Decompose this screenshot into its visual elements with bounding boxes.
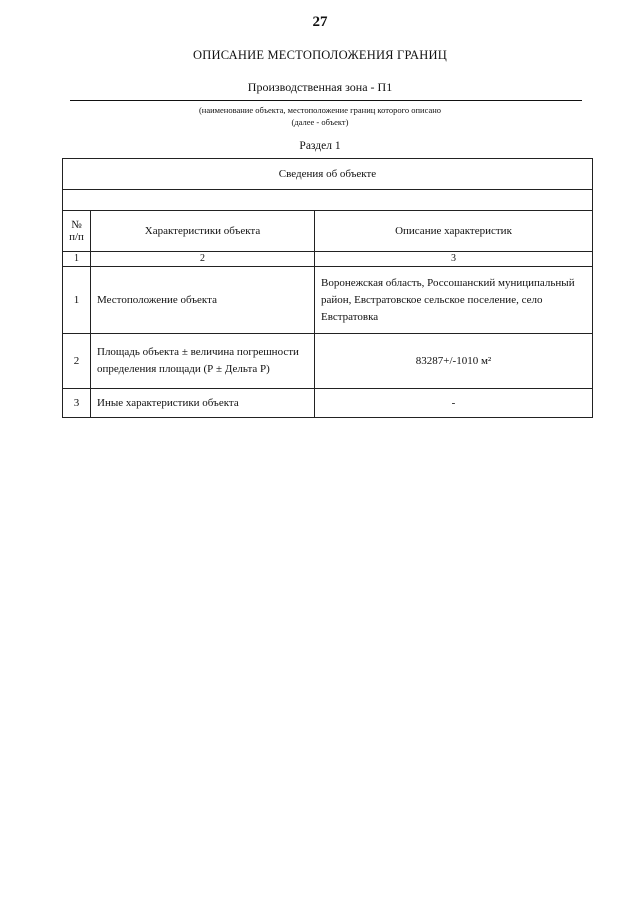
table-blank-row [63,190,593,211]
row-characteristic: Иные характеристики объекта [91,389,315,418]
column-index-row [63,252,593,267]
column-index-cell: 1 [63,252,91,267]
object-name: Производственная зона - П1 [247,80,393,94]
object-info-table [62,158,593,418]
table-header: Сведения об объекте [63,159,593,190]
section-title: Раздел 1 [299,140,341,152]
caption-line-2: (далее - объект) [291,117,349,127]
table-row [63,334,593,389]
column-index-cell: 2 [91,252,315,267]
table-blank-cell [63,190,593,211]
row-description: - [315,389,593,418]
document-title: ОПИСАНИЕ МЕСТОПОЛОЖЕНИЯ ГРАНИЦ [193,48,447,62]
column-index-cell: 3 [315,252,593,267]
column-header-num: № п/п [63,211,91,252]
object-name-underline [70,100,582,101]
object-name-caption [0,104,640,128]
column-header-characteristic: Характеристики объекта [91,211,315,252]
row-characteristic: Площадь объекта ± величина погрешности определения площади (Р ± Дельта Р) [91,334,315,389]
row-characteristic: Местоположение объекта [91,267,315,334]
table-header-row [63,159,593,190]
row-description: 83287+/-1010 м² [315,334,593,389]
row-number: 2 [63,334,91,389]
page-number: 27 [312,14,328,30]
table-row [63,267,593,334]
table-row [63,389,593,418]
row-description: Воронежская область, Россошанский муниципальный район, Евстратовское сельское поселение, село Евстратовка [315,267,593,334]
row-number: 1 [63,267,91,334]
caption-line-1: (наименование объекта, местоположение границ которого описано [198,105,442,115]
column-header-description: Описание характеристик [315,211,593,252]
row-number: 3 [63,389,91,418]
column-header-row [63,211,593,252]
